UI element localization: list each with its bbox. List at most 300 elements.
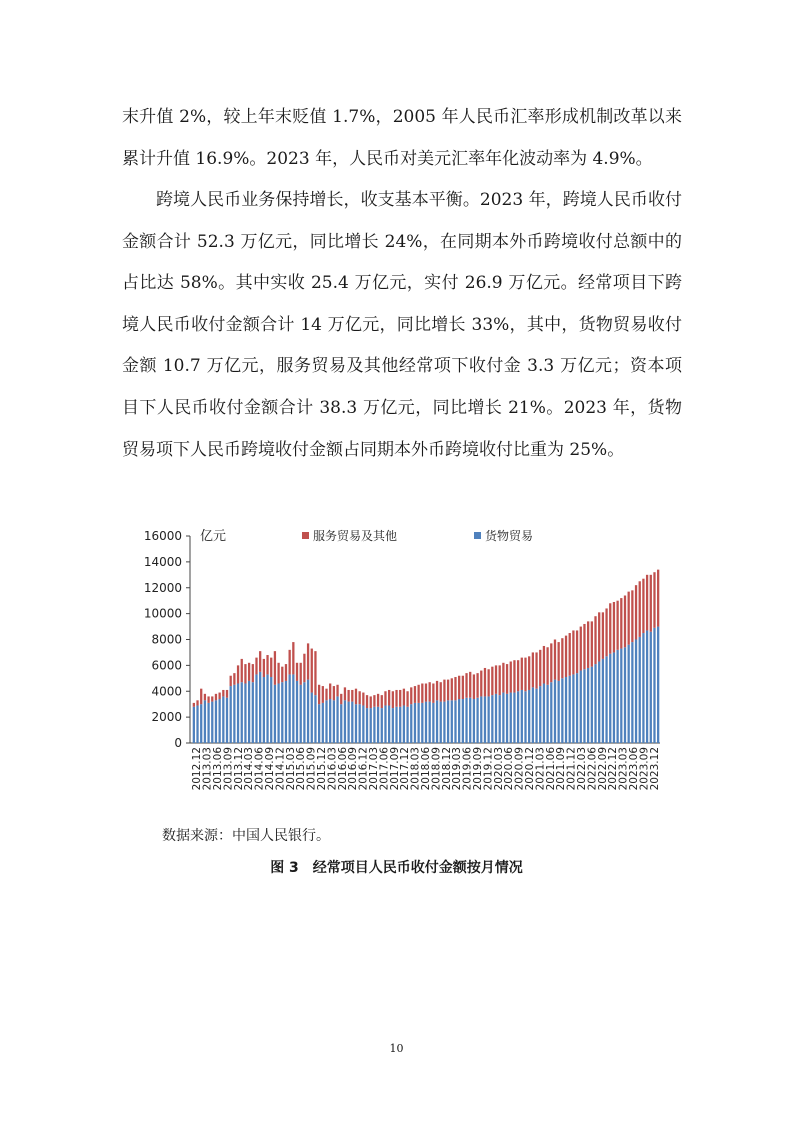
bar-goods-trade: [325, 700, 327, 743]
stacked-bar-chart: [130, 520, 670, 820]
bar-goods-trade: [277, 683, 279, 743]
bar-services-and-other: [657, 570, 659, 627]
bar-goods-trade: [344, 700, 346, 743]
bar-goods-trade: [491, 695, 493, 743]
bar-goods-trade: [521, 690, 523, 743]
bar-services-and-other: [300, 663, 302, 685]
x-tick-label: 2015.09: [305, 747, 318, 791]
bar-goods-trade: [506, 694, 508, 743]
bar-services-and-other: [362, 693, 364, 706]
bar-services-and-other: [510, 661, 512, 692]
bar-services-and-other: [340, 694, 342, 704]
bar-goods-trade: [211, 702, 213, 743]
bar-goods-trade: [484, 696, 486, 743]
bar-goods-trade: [207, 703, 209, 743]
bar-goods-trade: [399, 707, 401, 743]
bar-services-and-other: [366, 695, 368, 708]
bar-goods-trade: [440, 702, 442, 743]
x-tick-label: 2020.06: [503, 747, 516, 791]
figure-caption: 图 3 经常项目人民币收付金额按月情况: [270, 860, 523, 876]
bar-goods-trade: [263, 677, 265, 743]
bar-services-and-other: [281, 667, 283, 683]
bar-goods-trade: [572, 674, 574, 743]
bar-services-and-other: [628, 592, 630, 645]
bar-goods-trade: [602, 659, 604, 743]
bar-services-and-other: [594, 616, 596, 664]
bar-services-and-other: [473, 674, 475, 699]
bar-services-and-other: [266, 655, 268, 674]
bar-services-and-other: [583, 624, 585, 669]
bar-services-and-other: [587, 621, 589, 668]
bar-goods-trade: [289, 674, 291, 743]
bar-goods-trade: [598, 661, 600, 743]
x-tick-label: 2019.03: [451, 747, 464, 791]
bar-services-and-other: [653, 572, 655, 628]
bar-goods-trade: [285, 681, 287, 743]
bar-services-and-other: [263, 659, 265, 677]
bar-goods-trade: [336, 696, 338, 743]
chart-bars: [193, 570, 660, 743]
bar-services-and-other: [204, 694, 206, 700]
bar-services-and-other: [296, 663, 298, 681]
x-tick-label: 2021.03: [534, 747, 547, 791]
bar-goods-trade: [259, 672, 261, 743]
x-tick-label: 2014.12: [274, 747, 287, 791]
bar-services-and-other: [554, 640, 556, 680]
bar-services-and-other: [325, 689, 327, 701]
bar-goods-trade: [499, 695, 501, 743]
bar-services-and-other: [451, 678, 453, 700]
bar-services-and-other: [218, 693, 220, 699]
legend-label: 服务贸易及其他: [313, 529, 398, 543]
bar-services-and-other: [270, 658, 272, 677]
bar-goods-trade: [233, 685, 235, 743]
bar-goods-trade: [576, 673, 578, 743]
bar-services-and-other: [635, 585, 637, 639]
bar-goods-trade: [561, 678, 563, 743]
bar-goods-trade: [266, 674, 268, 743]
bar-goods-trade: [359, 704, 361, 743]
bar-services-and-other: [432, 683, 434, 702]
bar-services-and-other: [377, 694, 379, 707]
bar-goods-trade: [432, 703, 434, 743]
bar-services-and-other: [384, 691, 386, 705]
bar-goods-trade: [303, 682, 305, 743]
y-tick-label: 10000: [143, 606, 182, 621]
x-tick-label: 2022.06: [586, 747, 599, 791]
bar-services-and-other: [616, 601, 618, 650]
bar-goods-trade: [609, 654, 611, 743]
bar-goods-trade: [333, 700, 335, 743]
bar-services-and-other: [650, 575, 652, 632]
bar-services-and-other: [561, 638, 563, 678]
bar-goods-trade: [639, 637, 641, 743]
bar-goods-trade: [451, 700, 453, 743]
x-tick-label: 2022.12: [607, 747, 620, 791]
y-tick-label: 14000: [143, 554, 182, 569]
bar-services-and-other: [484, 668, 486, 696]
x-tick-label: 2016.09: [347, 747, 360, 791]
bar-services-and-other: [602, 612, 604, 659]
x-tick-label: 2023.12: [648, 747, 661, 791]
bar-services-and-other: [436, 681, 438, 700]
bar-goods-trade: [462, 699, 464, 743]
bar-services-and-other: [255, 658, 257, 675]
bar-goods-trade: [469, 698, 471, 743]
bar-services-and-other: [620, 598, 622, 648]
x-tick-label: 2020.09: [513, 747, 526, 791]
x-tick-label: 2018.09: [430, 747, 443, 791]
x-tick-label: 2014.03: [243, 747, 256, 791]
bar-goods-trade: [410, 704, 412, 743]
bar-goods-trade: [395, 707, 397, 743]
x-tick-label: 2021.09: [555, 747, 568, 791]
bar-goods-trade: [532, 687, 534, 743]
bar-services-and-other: [528, 656, 530, 690]
bar-services-and-other: [480, 671, 482, 697]
bar-services-and-other: [274, 651, 276, 685]
bar-goods-trade: [605, 656, 607, 743]
bar-goods-trade: [406, 707, 408, 743]
bar-goods-trade: [230, 686, 232, 743]
bar-goods-trade: [513, 693, 515, 743]
bar-goods-trade: [200, 704, 202, 743]
bar-goods-trade: [381, 708, 383, 743]
bar-goods-trade: [347, 702, 349, 743]
bar-goods-trade: [436, 700, 438, 743]
bar-goods-trade: [377, 707, 379, 743]
bar-goods-trade: [554, 680, 556, 743]
bar-services-and-other: [624, 596, 626, 648]
bar-goods-trade: [392, 708, 394, 743]
bar-services-and-other: [476, 673, 478, 698]
bar-goods-trade: [535, 689, 537, 743]
bar-services-and-other: [289, 650, 291, 675]
x-tick-label: 2019.09: [472, 747, 484, 791]
bar-goods-trade: [248, 681, 250, 743]
bar-services-and-other: [447, 680, 449, 701]
bar-services-and-other: [347, 690, 349, 702]
bar-services-and-other: [469, 672, 471, 698]
bar-services-and-other: [336, 685, 338, 697]
bar-goods-trade: [550, 682, 552, 743]
x-tick-label: 2017.03: [368, 747, 380, 791]
bar-services-and-other: [237, 665, 239, 683]
legend-swatch: [474, 532, 481, 539]
bar-goods-trade: [558, 681, 560, 743]
y-axis-unit-label: 亿元: [200, 529, 227, 544]
bar-services-and-other: [222, 690, 224, 696]
x-tick-label: 2019.12: [482, 747, 495, 791]
source-note: 数据来源：中国人民银行。: [162, 828, 330, 844]
bar-services-and-other: [259, 651, 261, 672]
bar-services-and-other: [333, 686, 335, 700]
bar-goods-trade: [616, 650, 618, 743]
bar-services-and-other: [609, 603, 611, 653]
x-tick-label: 2014.06: [253, 747, 266, 791]
bar-goods-trade: [244, 683, 246, 743]
x-tick-label: 2013.09: [222, 747, 235, 791]
bar-services-and-other: [410, 687, 412, 704]
bar-services-and-other: [576, 630, 578, 673]
bar-services-and-other: [513, 660, 515, 692]
x-tick-label: 2013.12: [232, 747, 245, 791]
x-tick-label: 2018.12: [440, 747, 453, 791]
legend-label: 货物贸易: [485, 529, 534, 543]
bar-goods-trade: [307, 680, 309, 743]
x-tick-label: 2015.03: [284, 747, 297, 791]
bar-services-and-other: [488, 669, 490, 696]
x-tick-label: 2013.06: [212, 747, 224, 791]
bar-goods-trade: [488, 696, 490, 743]
bar-goods-trade: [624, 647, 626, 743]
bar-services-and-other: [639, 581, 641, 637]
bar-goods-trade: [222, 696, 224, 743]
x-tick-label: 2018.06: [420, 747, 432, 791]
y-tick-label: 4000: [151, 684, 182, 699]
bar-goods-trade: [366, 708, 368, 743]
bar-services-and-other: [285, 664, 287, 681]
bar-goods-trade: [362, 705, 364, 743]
bar-goods-trade: [215, 700, 217, 743]
bar-services-and-other: [580, 627, 582, 671]
x-tick-label: 2023.09: [638, 747, 651, 791]
bar-goods-trade: [631, 642, 633, 743]
y-tick-label: 12000: [143, 580, 182, 595]
bar-goods-trade: [565, 677, 567, 743]
x-tick-label: 2016.03: [326, 747, 339, 791]
bar-services-and-other: [454, 677, 456, 700]
bar-services-and-other: [535, 652, 537, 688]
page-number: 10: [389, 1042, 404, 1055]
bar-services-and-other: [550, 643, 552, 682]
bar-services-and-other: [506, 664, 508, 694]
bar-goods-trade: [587, 668, 589, 743]
bar-services-and-other: [495, 665, 497, 693]
bar-goods-trade: [502, 693, 504, 743]
bar-services-and-other: [344, 687, 346, 700]
x-tick-label: 2022.03: [576, 747, 588, 791]
chart-tick-labels: [144, 529, 661, 790]
x-tick-label: 2020.12: [524, 747, 536, 791]
bar-services-and-other: [395, 690, 397, 707]
y-tick-label: 16000: [143, 529, 182, 543]
bar-goods-trade: [591, 667, 593, 743]
bar-goods-trade: [465, 698, 467, 743]
bar-goods-trade: [226, 698, 228, 743]
bar-services-and-other: [521, 658, 523, 690]
bar-services-and-other: [546, 647, 548, 685]
x-tick-label: 2017.06: [378, 747, 391, 791]
bar-services-and-other: [303, 654, 305, 682]
bar-goods-trade: [314, 695, 316, 743]
bar-goods-trade: [473, 699, 475, 743]
chart-legend: [302, 528, 533, 543]
bar-services-and-other: [381, 695, 383, 708]
x-tick-label: 2023.03: [617, 747, 630, 791]
x-tick-label: 2014.09: [264, 747, 276, 791]
bar-goods-trade: [193, 707, 195, 743]
bar-goods-trade: [594, 664, 596, 743]
bar-goods-trade: [252, 682, 254, 743]
bar-services-and-other: [642, 579, 644, 633]
bar-services-and-other: [314, 651, 316, 695]
bar-goods-trade: [447, 700, 449, 743]
bar-goods-trade: [528, 690, 530, 743]
bar-goods-trade: [569, 676, 571, 743]
bar-services-and-other: [417, 685, 419, 703]
bar-goods-trade: [355, 704, 357, 743]
bar-services-and-other: [539, 650, 541, 686]
bar-services-and-other: [351, 690, 353, 702]
bar-goods-trade: [296, 681, 298, 743]
bar-goods-trade: [580, 671, 582, 743]
bar-goods-trade: [218, 699, 220, 743]
bar-services-and-other: [569, 633, 571, 676]
bar-services-and-other: [248, 663, 250, 681]
bar-goods-trade: [292, 674, 294, 743]
bar-goods-trade: [546, 685, 548, 743]
x-tick-label: 2019.06: [461, 747, 474, 791]
bar-goods-trade: [388, 705, 390, 743]
bar-goods-trade: [318, 704, 320, 743]
x-tick-label: 2016.12: [357, 747, 370, 791]
bar-services-and-other: [502, 663, 504, 693]
bar-services-and-other: [355, 689, 357, 705]
bar-services-and-other: [207, 696, 209, 702]
bar-services-and-other: [406, 691, 408, 707]
legend-swatch: [302, 532, 309, 539]
bar-goods-trade: [517, 691, 519, 743]
x-tick-label: 2021.06: [544, 747, 557, 791]
bar-services-and-other: [211, 696, 213, 701]
bar-services-and-other: [605, 608, 607, 656]
bar-services-and-other: [646, 575, 648, 631]
bar-services-and-other: [572, 630, 574, 674]
bar-goods-trade: [351, 702, 353, 743]
bar-goods-trade: [384, 705, 386, 743]
bar-services-and-other: [421, 683, 423, 702]
bar-goods-trade: [274, 685, 276, 743]
bar-goods-trade: [204, 700, 206, 743]
x-tick-label: 2013.03: [201, 747, 214, 791]
bar-services-and-other: [399, 690, 401, 707]
paragraph-2: 跨境人民币业务保持增长，收支基本平衡。2023 年，跨境人民币收付金额合计 52.3 万亿元，同比增长 24%，在同期本外币跨境收付总额中的占比达 58%。其中实收 25.4 万亿元，实付 26.9 万亿元。经常项目下跨境人民币收付金额合计 14 万亿元，同比增长 33%，其中，货物贸易收付金额 10.7 万亿元，服务贸易及其他经常项下收付金 3.3 万亿元；资本项目下人民币收付金额合计 38.3 万亿元，同比增长 21%。2023 年，货物贸易项下人民币跨境收付金额占同期本外币跨境收付比重为 25%。: [122, 190, 682, 460]
x-tick-label: 2016.06: [336, 747, 349, 791]
bar-goods-trade: [340, 704, 342, 743]
bar-goods-trade: [635, 640, 637, 744]
bar-goods-trade: [255, 674, 257, 743]
bar-services-and-other: [230, 676, 232, 686]
bar-services-and-other: [414, 686, 416, 703]
bar-services-and-other: [565, 636, 567, 677]
bar-services-and-other: [322, 686, 324, 703]
bar-services-and-other: [277, 663, 279, 684]
bar-goods-trade: [583, 669, 585, 743]
bar-services-and-other: [370, 696, 372, 708]
bar-services-and-other: [196, 700, 198, 705]
bar-services-and-other: [613, 602, 615, 652]
bar-services-and-other: [532, 652, 534, 687]
bar-services-and-other: [429, 682, 431, 701]
bar-services-and-other: [558, 642, 560, 681]
bar-goods-trade: [653, 628, 655, 743]
bar-goods-trade: [443, 702, 445, 743]
bar-services-and-other: [200, 689, 202, 705]
x-tick-label: 2020.03: [492, 747, 505, 791]
bar-services-and-other: [193, 703, 195, 707]
bar-goods-trade: [414, 703, 416, 743]
bar-services-and-other: [241, 659, 243, 682]
bar-goods-trade: [543, 683, 545, 743]
bar-goods-trade: [403, 705, 405, 743]
bar-services-and-other: [318, 685, 320, 704]
bar-services-and-other: [292, 642, 294, 674]
bar-goods-trade: [237, 683, 239, 743]
bar-goods-trade: [421, 703, 423, 743]
bar-goods-trade: [650, 632, 652, 743]
bar-services-and-other: [307, 643, 309, 679]
x-tick-label: 2017.12: [399, 747, 412, 791]
bar-services-and-other: [311, 649, 313, 693]
bar-services-and-other: [226, 690, 228, 698]
bar-services-and-other: [591, 621, 593, 666]
bar-services-and-other: [491, 667, 493, 695]
bar-goods-trade: [281, 682, 283, 743]
y-tick-label: 2000: [151, 710, 182, 725]
bar-services-and-other: [440, 682, 442, 701]
bar-services-and-other: [517, 660, 519, 691]
bar-goods-trade: [425, 702, 427, 743]
bar-services-and-other: [244, 664, 246, 683]
bar-services-and-other: [458, 676, 460, 699]
bar-services-and-other: [388, 690, 390, 706]
bar-goods-trade: [454, 700, 456, 743]
bar-goods-trade: [539, 686, 541, 743]
bar-goods-trade: [524, 691, 526, 743]
x-tick-label: 2018.03: [409, 747, 422, 791]
bar-goods-trade: [642, 633, 644, 743]
bar-goods-trade: [370, 708, 372, 743]
bar-goods-trade: [329, 699, 331, 743]
bar-services-and-other: [499, 665, 501, 695]
y-tick-label: 0: [174, 736, 182, 750]
bar-services-and-other: [631, 590, 633, 642]
bar-services-and-other: [462, 676, 464, 699]
x-tick-label: 2021.12: [565, 747, 578, 791]
y-tick-label: 6000: [151, 658, 182, 673]
bar-goods-trade: [476, 698, 478, 743]
bar-goods-trade: [311, 693, 313, 743]
x-tick-label: 2023.06: [628, 747, 640, 791]
bar-goods-trade: [429, 702, 431, 743]
bar-services-and-other: [425, 683, 427, 701]
x-tick-label: 2015.12: [316, 747, 328, 791]
bar-goods-trade: [270, 677, 272, 743]
x-tick-label: 2012.12: [191, 747, 204, 791]
bar-services-and-other: [233, 673, 235, 685]
bar-goods-trade: [417, 703, 419, 743]
bar-goods-trade: [480, 696, 482, 743]
bar-services-and-other: [543, 646, 545, 684]
paragraph-1: 末升值 2%，较上年末贬值 1.7%，2005 年人民币汇率形成机制改革以来累计升值 16.9%。2023 年，人民币对美元汇率年化波动率为 4.9%。: [122, 107, 682, 169]
bar-services-and-other: [392, 691, 394, 708]
x-tick-label: 2015.06: [295, 747, 308, 791]
bar-services-and-other: [252, 664, 254, 682]
bar-services-and-other: [329, 683, 331, 699]
bar-goods-trade: [628, 645, 630, 743]
bar-goods-trade: [510, 693, 512, 743]
